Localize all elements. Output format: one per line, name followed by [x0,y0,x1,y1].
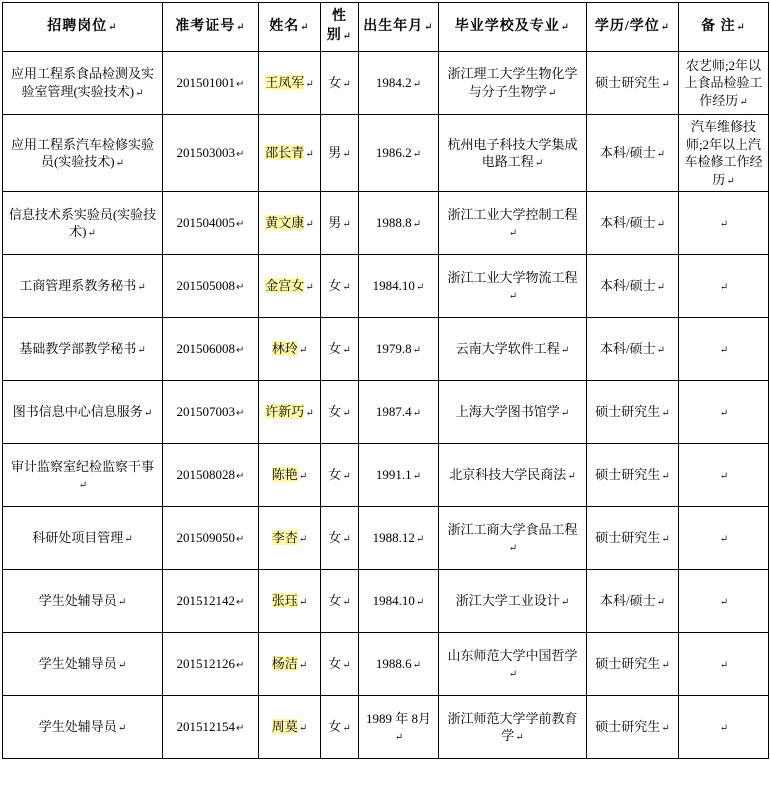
header-post: 招聘岗位 ↵ [3,3,163,52]
cell-birth: 1989 年 8月 ↵ [359,696,439,759]
table-row [3,52,769,115]
cell-post: 应用工程系食品检测及实验室管理(实验技术) ↵ [3,52,163,115]
cell-school: 杭州电子科技大学集成电路工程 ↵ [439,115,587,192]
table-row [3,444,769,507]
cell-school: 浙江大学工业设计 ↵ [439,570,587,633]
cell-gender: 女 ↵ [321,255,359,318]
candidate-name: 邵长青 [265,145,305,161]
cell-name [259,52,321,115]
cell-ticket: 201507003 ↵ [163,381,259,444]
cell-name [259,318,321,381]
cell-degree: 本科/硕士 ↵ [587,192,679,255]
cell-school: 云南大学软件工程 ↵ [439,318,587,381]
cell-remark [679,381,769,444]
cell-ticket: 201512126 ↵ [163,633,259,696]
recruitment-result-table [2,2,769,759]
cell-name [259,633,321,696]
cell-post: 学生处辅导员 ↵ [3,696,163,759]
document-body [0,2,770,759]
header-remark: 备 注 ↵ [679,3,769,52]
cell-ticket: 201512142 ↵ [163,570,259,633]
cell-gender: 男 ↵ [321,115,359,192]
cell-post: 应用工程系汽车检修实验员(实验技术) ↵ [3,115,163,192]
cell-name [259,570,321,633]
cell-school: 浙江工业大学控制工程 ↵ [439,192,587,255]
cell-ticket: 201501001 ↵ [163,52,259,115]
candidate-name: 周莫 [271,719,298,735]
cell-birth: 1979.8 ↵ [359,318,439,381]
cell-name [259,255,321,318]
header-ticket: 准考证号 ↵ [163,3,259,52]
cell-remark [679,507,769,570]
header-row [3,3,769,52]
candidate-name: 金宫女 [265,278,305,294]
cell-gender: 女 ↵ [321,696,359,759]
cell-remark [679,444,769,507]
cell-school: 北京科技大学民商法 ↵ [439,444,587,507]
cell-degree: 硕士研究生 ↵ [587,633,679,696]
cell-ticket: 201512154 ↵ [163,696,259,759]
header-birth: 出生年月 ↵ [359,3,439,52]
cell-post: 学生处辅导员 ↵ [3,633,163,696]
cell-post: 学生处辅导员 ↵ [3,570,163,633]
header-school: 毕业学校及专业 ↵ [439,3,587,52]
table-row [3,507,769,570]
cell-name [259,115,321,192]
table-row [3,633,769,696]
cell-degree: 本科/硕士 ↵ [587,570,679,633]
cell-ticket: 201508028 ↵ [163,444,259,507]
cell-remark [679,255,769,318]
cell-degree: 硕士研究生 ↵ [587,381,679,444]
cell-birth: 1991.1 ↵ [359,444,439,507]
cell-post: 审计监察室纪检监察干事 ↵ [3,444,163,507]
cell-school: 浙江师范大学学前教育学 ↵ [439,696,587,759]
cell-remark [679,192,769,255]
cell-birth: 1987.4 ↵ [359,381,439,444]
cell-ticket: 201504005 ↵ [163,192,259,255]
cell-degree: 硕士研究生 ↵ [587,444,679,507]
cell-remark: 农艺师;2年以上食品检验工作经历 ↵ [679,52,769,115]
cell-ticket: 201509050 ↵ [163,507,259,570]
cell-birth: 1988.6 ↵ [359,633,439,696]
cell-name [259,192,321,255]
cell-degree: 硕士研究生 ↵ [587,52,679,115]
candidate-name: 张珏 [271,593,298,609]
cell-post: 基础教学部教学秘书 ↵ [3,318,163,381]
cell-school: 浙江理工大学生物化学与分子生物学 ↵ [439,52,587,115]
table-row [3,570,769,633]
cell-school: 山东师范大学中国哲学 ↵ [439,633,587,696]
cell-remark [679,318,769,381]
cell-post: 图书信息中心信息服务 ↵ [3,381,163,444]
cell-birth: 1988.12 ↵ [359,507,439,570]
header-name: 姓名 ↵ [259,3,321,52]
cell-gender: 女 ↵ [321,318,359,381]
table-row [3,696,769,759]
candidate-name: 黄文康 [265,215,305,231]
table-header [3,3,769,52]
cell-degree: 本科/硕士 ↵ [587,255,679,318]
header-degree: 学历/学位 ↵ [587,3,679,52]
cell-remark [679,570,769,633]
table-row [3,255,769,318]
cell-birth: 1984.10 ↵ [359,255,439,318]
cell-birth: 1988.8 ↵ [359,192,439,255]
cell-gender: 女 ↵ [321,381,359,444]
cell-school: 浙江工商大学食品工程 ↵ [439,507,587,570]
cell-gender: 女 ↵ [321,52,359,115]
cell-remark [679,696,769,759]
cell-gender: 女 ↵ [321,633,359,696]
cell-post: 信息技术系实验员(实验技术) ↵ [3,192,163,255]
cell-ticket: 201506008 ↵ [163,318,259,381]
cell-gender: 女 ↵ [321,507,359,570]
cell-degree: 硕士研究生 ↵ [587,696,679,759]
table-body [3,52,769,759]
cell-birth: 1986.2 ↵ [359,115,439,192]
cell-name [259,444,321,507]
cell-gender: 女 ↵ [321,570,359,633]
table-row [3,115,769,192]
table-row [3,318,769,381]
candidate-name: 杨洁 [271,656,298,672]
header-gender: 性别 ↵ [321,3,359,52]
cell-post: 工商管理系教务秘书 ↵ [3,255,163,318]
candidate-name: 王凤军 [265,75,305,91]
cell-degree: 本科/硕士 ↵ [587,115,679,192]
candidate-name: 林玲 [271,341,298,357]
candidate-name: 许新巧 [265,404,305,420]
cell-remark [679,633,769,696]
cell-name [259,696,321,759]
cell-school: 上海大学图书馆学 ↵ [439,381,587,444]
cell-ticket: 201505008 ↵ [163,255,259,318]
cell-birth: 1984.10 ↵ [359,570,439,633]
cell-post: 科研处项目管理 ↵ [3,507,163,570]
table-row [3,381,769,444]
cell-gender: 女 ↵ [321,444,359,507]
cell-school: 浙江工业大学物流工程 ↵ [439,255,587,318]
cell-ticket: 201503003 ↵ [163,115,259,192]
cell-gender: 男 ↵ [321,192,359,255]
cell-birth: 1984.2 ↵ [359,52,439,115]
candidate-name: 李杏 [271,530,298,546]
cell-name [259,381,321,444]
cell-degree: 本科/硕士 ↵ [587,318,679,381]
cell-degree: 硕士研究生 ↵ [587,507,679,570]
cell-remark: 汽车维修技师;2年以上汽车检修工作经历 ↵ [679,115,769,192]
cell-name [259,507,321,570]
table-row [3,192,769,255]
candidate-name: 陈艳 [271,467,298,483]
